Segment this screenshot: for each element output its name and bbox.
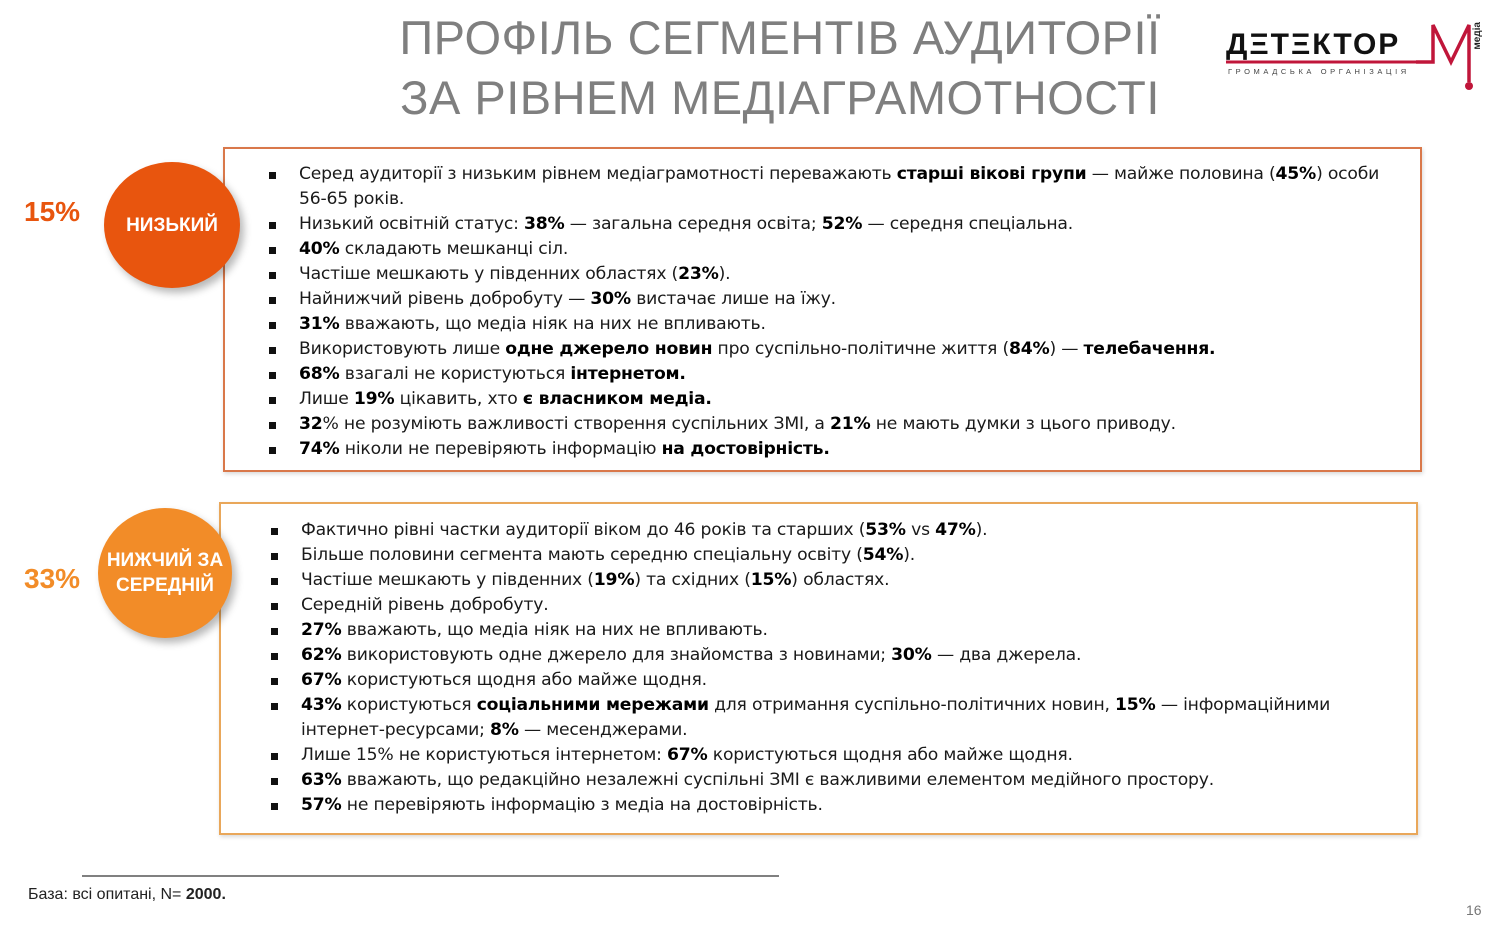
bullet-text: Низький освітній статус: [299, 214, 524, 234]
bullet-text: користуються щодня або майже щодня. [707, 745, 1073, 765]
bullet-highlight: старші вікові групи [896, 164, 1087, 184]
bullet-text: — середня спеціальна. [862, 214, 1074, 234]
bullet-text: ) — [1049, 339, 1084, 359]
sample-base-value: 2000. [185, 886, 226, 903]
bullet-highlight: 8% [489, 720, 519, 740]
bullet-text: Фактично рівні частки аудиторії віком до 46 років та старших ( [301, 520, 866, 540]
bullet-text: цікавить, хто [394, 389, 523, 409]
bullet-item [271, 793, 1396, 818]
bullet-highlight: 30% [590, 289, 631, 309]
bullet-highlight: одне джерело новин [505, 339, 713, 359]
bullet-highlight: 27% [301, 620, 342, 640]
bullet-item [269, 237, 1400, 262]
bullet-highlight: 57% [301, 795, 342, 815]
bullet-text: — майже половина ( [1086, 164, 1276, 184]
bullet-text: вважають, що медіа ніяк на них не впливають. [339, 314, 766, 334]
bullet-text: Найнижчий рівень добробуту — [299, 289, 591, 309]
bullet-text: користуються щодня або майже щодня. [341, 670, 707, 690]
logo-media-label: медіа [1472, 22, 1483, 50]
bullet-text: ніколи не перевіряють інформацію [339, 439, 662, 459]
bullet-text: користуються [341, 695, 477, 715]
bullet-text: — месенджерами. [518, 720, 688, 740]
segment-1-badge [104, 162, 240, 288]
bullet-text: Більше половини сегмента мають середню спеціальну освіту ( [301, 545, 863, 565]
segment-2-bullet-list [271, 518, 1396, 818]
bullet-text: Частіше мешкають у південних ( [301, 570, 594, 590]
bullet-highlight: 38% [523, 214, 565, 234]
segment-1-label-line1: НИЗЬКИЙ [126, 214, 218, 236]
bullet-highlight: 31% [299, 314, 340, 334]
segment-2-label-line2: СЕРЕДНІЙ [116, 575, 214, 596]
bullet-text: вважають, що редакційно незалежні суспільні ЗМІ є важливими елементом медійного простору. [341, 770, 1215, 790]
bullet-item [269, 412, 1400, 437]
bullet-highlight: 47% [935, 520, 976, 540]
bullet-highlight: 45% [1275, 164, 1317, 184]
bullet-text: вважають, що медіа ніяк на них не впливають. [341, 620, 768, 640]
bullet-item [269, 162, 1400, 212]
bullet-highlight: на достовірність. [661, 439, 830, 459]
bullet-item [269, 262, 1400, 287]
bullet-highlight: соціальними мережами [476, 695, 709, 715]
bullet-highlight: 19% [353, 389, 395, 409]
bullet-highlight: 68% [299, 364, 340, 384]
bullet-highlight: 67% [301, 670, 342, 690]
bullet-text: Частіше мешкають у південних областях ( [299, 264, 679, 284]
segment-2-label-line1: НИЖЧИЙ ЗА [106, 550, 224, 571]
segment-1-details-box [223, 147, 1422, 472]
bullet-item [269, 287, 1400, 312]
bullet-highlight: 43% [301, 695, 342, 715]
bullet-highlight: 54% [862, 545, 904, 565]
bullet-highlight: 53% [865, 520, 906, 540]
bullet-highlight: 23% [678, 264, 719, 284]
bullet-item [271, 593, 1396, 618]
page-number: 16 [1466, 902, 1482, 918]
bullet-highlight: 40% [299, 239, 340, 259]
bullet-highlight: 21% [829, 414, 871, 434]
slide-title [340, 8, 1220, 128]
bullet-text: ) особи 56-65 років. [299, 164, 1380, 209]
logo-wordmark: ДΞТΞКТОР [1226, 28, 1401, 61]
bullet-highlight: телебачення. [1083, 339, 1216, 359]
bullet-text: ) областях. [791, 570, 890, 590]
bullet-text: використовують одне джерело для знайомства з новинами; [341, 645, 892, 665]
bullet-text: ). [903, 545, 916, 565]
bullet-item [271, 618, 1396, 643]
bullet-item [271, 668, 1396, 693]
bullet-text: Лише 15% не користуються інтернетом: [301, 745, 667, 765]
segment-1-percent: 15% [24, 196, 81, 227]
bullet-text: не мають думки з цього приводу. [870, 414, 1176, 434]
bullet-text: — два джерела. [931, 645, 1082, 665]
bullet-highlight: 67% [666, 745, 708, 765]
bullet-highlight: 30% [891, 645, 932, 665]
bullet-text: — інформаційними інтернет-ресурсами; [301, 695, 1331, 740]
segment-2-details-box [219, 502, 1418, 835]
bullet-item [269, 312, 1400, 337]
bullet-item [269, 212, 1400, 237]
bullet-text: не перевіряють інформацію з медіа на достовірність. [341, 795, 823, 815]
logo-subtitle: ГРОМАДСЬКА ОРГАНІЗАЦІЯ [1228, 67, 1410, 76]
bullet-item [271, 518, 1396, 543]
bullet-text: ) та східних ( [634, 570, 751, 590]
slide-title-line2: ЗА РІВНЕМ МЕДІАГРАМОТНОСТІ [400, 71, 1160, 124]
bullet-text: vs [905, 520, 936, 540]
bullet-text: ). [718, 264, 731, 284]
detector-media-logo [1226, 22, 1496, 102]
bullet-item [269, 337, 1400, 362]
sample-base-note [28, 886, 226, 904]
bullet-item [269, 437, 1400, 462]
bullet-highlight: 74% [299, 439, 340, 459]
bullet-highlight: 15% [1115, 695, 1156, 715]
bullet-item [271, 643, 1396, 668]
bullet-text: вистачає лише на їжу. [630, 289, 836, 309]
bullet-item [271, 768, 1396, 793]
footer-divider [82, 875, 779, 877]
bullet-text: Використовують лише [299, 339, 506, 359]
bullet-highlight: 15% [750, 570, 792, 590]
segment-2-percent: 33% [24, 563, 81, 594]
bullet-highlight: 32 [299, 414, 323, 434]
bullet-text: складають мешканці сіл. [339, 239, 569, 259]
bullet-highlight: 84% [1008, 339, 1050, 359]
slide-title-line1: ПРОФІЛЬ СЕГМЕНТІВ АУДИТОРІЇ [399, 11, 1161, 64]
bullet-text: — загальна середня освіта; [564, 214, 822, 234]
bullet-highlight: 19% [593, 570, 635, 590]
sample-base-label: База: всі опитані, N= [28, 886, 186, 903]
bullet-item [271, 568, 1396, 593]
bullet-highlight: 52% [821, 214, 863, 234]
bullet-highlight: інтернетом. [570, 364, 686, 384]
bullet-text: ). [975, 520, 988, 540]
bullet-text: взагалі не користуються [339, 364, 571, 384]
bullet-text: Лише [299, 389, 354, 409]
bullet-item [269, 362, 1400, 387]
bullet-text: Серед аудиторії з низьким рівнем медіаграмотності переважають [299, 164, 897, 184]
bullet-text: % не розуміють важливості створення суспільних ЗМІ, а [322, 414, 830, 434]
bullet-item [271, 543, 1396, 568]
bullet-item [271, 743, 1396, 768]
bullet-text: про суспільно-політичне життя ( [712, 339, 1009, 359]
segment-1-bullet-list [269, 162, 1400, 462]
bullet-item [271, 693, 1396, 743]
segment-2-badge [98, 508, 232, 638]
bullet-text: для отримання суспільно-політичних новин, [708, 695, 1116, 715]
bullet-highlight: 62% [301, 645, 342, 665]
bullet-item [269, 387, 1400, 412]
bullet-highlight: є власником медіа. [522, 389, 712, 409]
bullet-text: Середній рівень добробуту. [301, 595, 549, 615]
bullet-highlight: 63% [301, 770, 342, 790]
